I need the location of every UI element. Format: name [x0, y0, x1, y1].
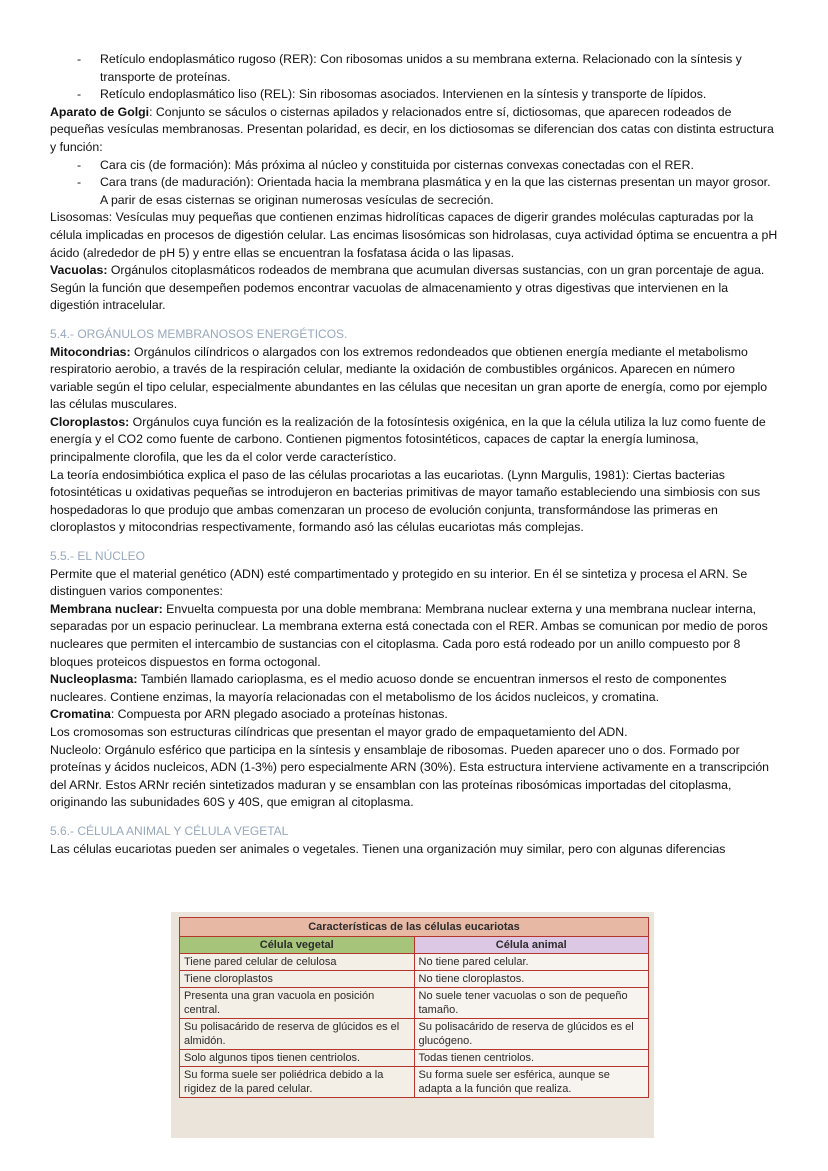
- paragraph-text: Orgánulos cilíndricos o alargados con los extremos redondeados que obtienen energía mediante el metabolismo respiratorio aerobio, a través de la respiración celular, mediante la oxidación de combustibles orgánicos. Aparecen en número variable según el tipo celular, especialmente abundantes en las células que necesitan un gran aporte de energía, como por ejemplo las células musculares.: [50, 344, 768, 412]
- paragraph-text: Permite que el material genético (ADN) esté compartimentado y protegido en su interior. En él se sintetiza y procesa el ARN. Se distinguen varios componentes:: [50, 566, 748, 599]
- table-row: [180, 971, 649, 988]
- paragraph-text: También llamado carioplasma, es el medio acuoso donde se encuentran inmersos el resto de componentes nucleares. Contiene enzimas, la mayoría relacionadas con el metabolismo de los ácidos nucleicos, y cromatina.: [50, 672, 727, 704]
- paragraph-text: 5.5.- EL NÚCLEO: [50, 549, 145, 564]
- paragraph: [50, 671, 778, 706]
- paragraph: [50, 467, 778, 537]
- paragraph-text: 5.6.- CÉLULA ANIMAL Y CÉLULA VEGETAL: [50, 823, 289, 838]
- cell-vegetal: Su polisacárido de reserva de glúcidos es el almidón.: [180, 1019, 415, 1050]
- paragraph-text: Las células eucariotas pueden ser animales o vegetales. Tienen una organización muy similar, pero con algunas diferencias: [50, 841, 726, 856]
- term-label: Nucleoplasma:: [50, 672, 138, 687]
- paragraph-text: 5.4.- ORGÁNULOS MEMBRANOSOS ENERGÉTICOS.: [50, 326, 348, 341]
- cell-animal: No suele tener vacuolas o son de pequeño tamaño.: [414, 988, 649, 1019]
- cell-vegetal: Tiene cloroplastos: [180, 971, 415, 988]
- paragraph-text: Lisosomas: Vesículas muy pequeñas que contienen enzimas hidrolíticas capaces de digerir grandes moléculas capturadas por la célula implicadas en procesos de digestión celular. Las encimas lisosómicas son hidrolasas, cuya actividad óptima se encuentra a pH ácido (alrededor de pH 5) y entre ellas se encuentran la fosfatasa ácida o las lipasas.: [50, 210, 778, 260]
- table-row: [180, 954, 649, 971]
- cell-animal: Todas tienen centriolos.: [414, 1050, 649, 1067]
- paragraph: [50, 566, 778, 601]
- bullet-item: [50, 51, 778, 86]
- section-heading: [50, 548, 778, 566]
- header-vegetal: Célula vegetal: [180, 937, 415, 954]
- term-label: Aparato de Golgi: [50, 104, 150, 119]
- term-label: Cloroplastos:: [50, 414, 130, 429]
- header-animal: Célula animal: [414, 937, 649, 954]
- table-row: [180, 1019, 649, 1050]
- paragraph: [50, 104, 778, 157]
- table-row: [180, 1050, 649, 1067]
- table-row: [180, 988, 649, 1019]
- paragraph: [50, 601, 778, 671]
- paragraph: [50, 262, 778, 315]
- table-caption: Características de las células eucariotas: [180, 918, 649, 937]
- section-heading: [50, 823, 778, 841]
- paragraph-text: : Compuesta por ARN plegado asociado a proteínas histonas.: [110, 707, 448, 722]
- section-heading: [50, 326, 778, 344]
- paragraph-text: Envuelta compuesta por una doble membrana: Membrana nuclear externa y una membrana nuclear interna, separadas por un espacio perinuclear. La membrana externa está conectada con el RER. Ambas se comunican por medio de poros nucleares que permiten el intercambio de sustancias con el citoplasma. Cada poro está rodeado por un anillo compuesto por 8 bloques proteicos dispuestos en forma octogonal.: [50, 601, 768, 669]
- paragraph-text: Cara trans (de maduración): Orientada hacia la membrana plasmática y en la que las cisternas presentan un mayor grosor. A parir de esas cisternas se originan numerosas vesículas de secreción.: [100, 175, 771, 207]
- cell-animal: Su forma suele ser esférica, aunque se adapta a la función que realiza.: [414, 1067, 649, 1098]
- paragraph-text: : Conjunto se sáculos o cisternas apilados y relacionados entre sí, dictiosomas, que aparecen rodeados de pequeñas vesículas membranosas. Presentan polaridad, es decir, en los dictiosomas se diferencian dos catas con distinta estructura y función:: [50, 104, 774, 154]
- paragraph: [50, 724, 778, 742]
- term-label: Mitocondrias:: [50, 344, 131, 359]
- bullet-item: [50, 157, 778, 175]
- cell-vegetal: Presenta una gran vacuola en posición central.: [180, 988, 415, 1019]
- paragraph-text: Retículo endoplasmático liso (REL): Sin ribosomas asociados. Intervienen en la síntesis y transporte de lípidos.: [100, 87, 707, 102]
- paragraph-text: Orgánulos citoplasmáticos rodeados de membrana que acumulan diversas sustancias, con un gran porcentaje de agua. Según la función que desempeñen podemos encontrar vacuolas de almacenamiento y otras digestivas que intervienen en la digestión intracelular.: [50, 263, 765, 313]
- document-body: [50, 51, 778, 858]
- paragraph: [50, 209, 778, 262]
- paragraph-text: Los cromosomas son estructuras cilíndricas que presentan el mayor grado de empaquetamiento del ADN.: [50, 724, 628, 739]
- bullet-item: [50, 174, 778, 209]
- paragraph: [50, 344, 778, 414]
- cell-animal: No tiene cloroplastos.: [414, 971, 649, 988]
- cell-vegetal: Solo algunos tipos tienen centriolos.: [180, 1050, 415, 1067]
- cell-animal: Su polisacárido de reserva de glúcidos es el glucógeno.: [414, 1019, 649, 1050]
- paragraph-text: Cara cis (de formación): Más próxima al núcleo y constituida por cisternas convexas conectadas con el RER.: [100, 157, 694, 172]
- paragraph-text: Nucleolo: Orgánulo esférico que participa en la síntesis y ensamblaje de ribosomas. Pueden aparecer uno o dos. Formado por proteínas y ácidos nucleicos, ADN (1-3%) pero especialmente ARN (30%). Esta estructura interviene activamente en a transcripción del ARNr. Estos ARNr recién sintetizados maduran y se ensamblan con las proteínas ribosómicas importadas del citoplasma, originando las subunidades 60S y 40S, que emigran al citoplasma.: [50, 742, 770, 810]
- cell-animal: No tiene pared celular.: [414, 954, 649, 971]
- cell-vegetal: Su forma suele ser poliédrica debido a la rigidez de la pared celular.: [180, 1067, 415, 1098]
- paragraph: [50, 414, 778, 467]
- term-label: Membrana nuclear:: [50, 601, 163, 616]
- paragraph-text: Retículo endoplasmático rugoso (RER): Con ribosomas unidos a su membrana externa. Relacionado con la síntesis y transporte de proteínas.: [100, 52, 742, 84]
- paragraph: [50, 742, 778, 812]
- paragraph-text: Orgánulos cuya función es la realización de la fotosíntesis oxigénica, en la que la célula utiliza la luz como fuente de energía y el CO2 como fuente de carbono. Contienen pigmentos fotosintéticos, capaces de captar la energía luminosa, principalmente clorofila, que les da el color verde característico.: [50, 414, 766, 465]
- comparison-table: [179, 917, 649, 1098]
- cell-vegetal: Tiene pared celular de celulosa: [180, 954, 415, 971]
- paragraph-text: La teoría endosimbiótica explica el paso de las células procariotas a las eucariotas. (Lynn Margulis, 1981): Ciertas bacterias fotosintéticas u oxidativas pequeñas se introdujeron en bacterias primitivas de mayor tamaño estableciendo una simbiosis con sus hospedadoras lo que produjo que ambas comenzaran un proceso de evolución conjunta, transformándose las primeras en cloroplastos y mitocondrias respectivamente, formando asó las células eucariotas más complejas.: [50, 467, 761, 535]
- table-row: [180, 1067, 649, 1098]
- comparison-table-photo: [171, 912, 654, 1138]
- term-label: Vacuolas:: [50, 263, 108, 278]
- bullet-item: [50, 86, 778, 104]
- paragraph: [50, 706, 778, 724]
- paragraph: [50, 841, 778, 859]
- term-label: Cromatina: [50, 707, 111, 722]
